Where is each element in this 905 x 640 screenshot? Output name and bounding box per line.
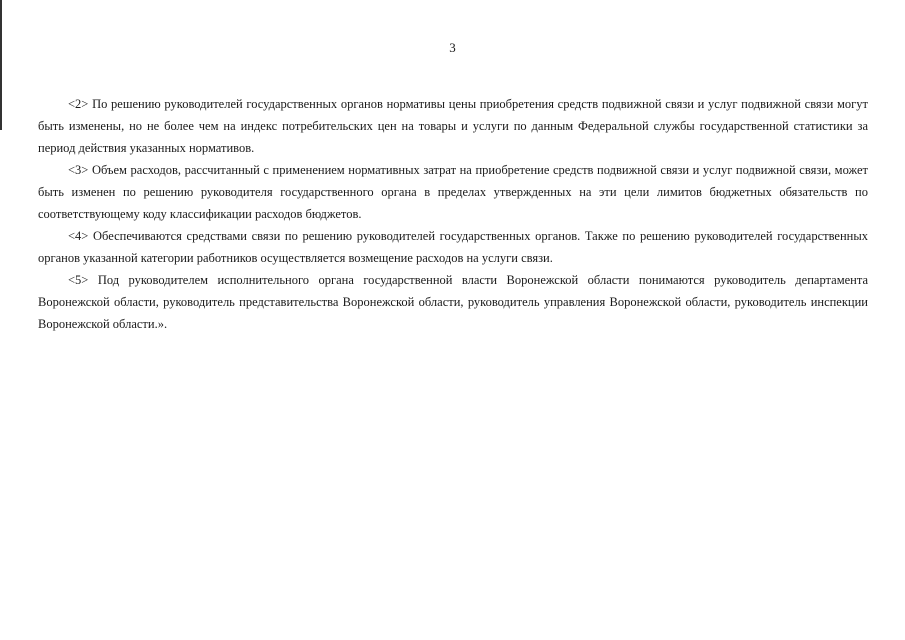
footnote-5 (38, 269, 868, 335)
footnote-3 (38, 159, 868, 225)
footnote-2 (38, 93, 868, 159)
footnote-text: По решению руководителей государственных органов нормативы цены приобретения средств подвижной связи и услуг подвижной связи могут быть изменены, но не более чем на индекс потребительских цен на товары и услуги по данным Федеральной службы государственной статистики за период действия указанных нормативов. (38, 97, 868, 155)
footnote-marker: <4> (68, 229, 89, 243)
footnote-marker: <5> (68, 273, 89, 287)
footnote-text: Объем расходов, рассчитанный с применением нормативных затрат на приобретение средств подвижной связи и услуг подвижной связи, может быть изменен по решению руководителя государственного органа в пределах утвержденных на эти цели лимитов бюджетных обязательств по соответствующему коду классификации расходов бюджетов. (38, 163, 868, 221)
footnotes-section (38, 93, 868, 335)
footnote-text: Обеспечиваются средствами связи по решению руководителей государственных органов. Также по решению руководителей государственных органов указанной категории работников осуществляется возмещение расходов на услуги связи. (38, 229, 869, 265)
footnote-marker: <3> (68, 163, 89, 177)
page-edge-mark (0, 0, 2, 130)
footnote-marker: <2> (68, 97, 89, 111)
page-number: 3 (449, 40, 456, 55)
footnote-text: Под руководителем исполнительного органа государственной власти Воронежской области понимаются руководитель департамента Воронежской области, руководитель представительства Воронежской области, руководитель управления Воронежской области, руководитель инспекции Воронежской области.». (38, 273, 868, 331)
footnote-4 (38, 225, 868, 269)
